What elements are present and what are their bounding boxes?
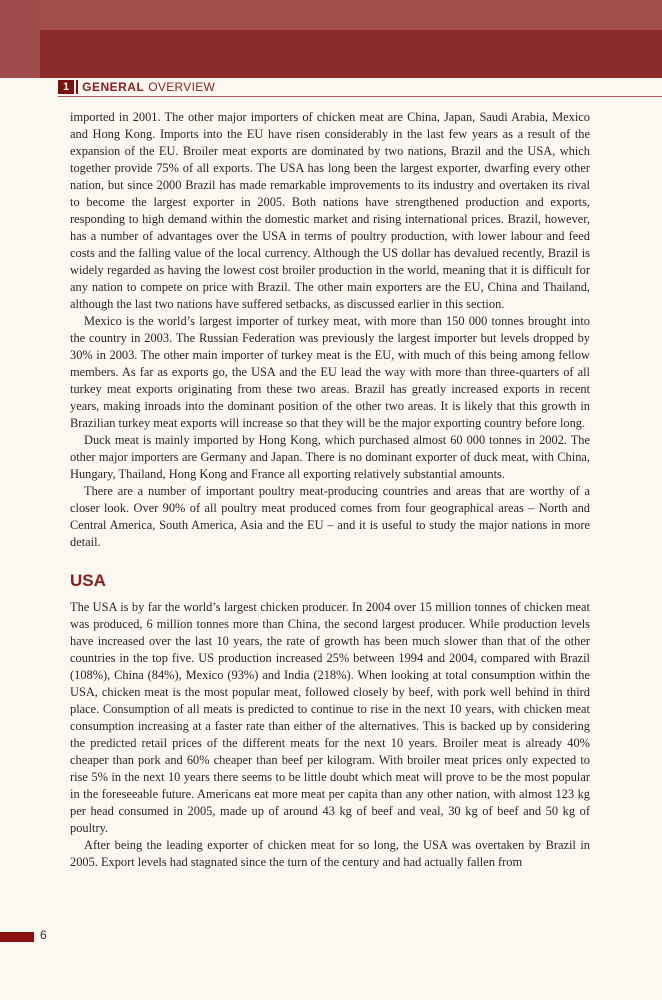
paragraph: Duck meat is mainly imported by Hong Kong, which purchased almost 60 000 tonnes in 2002. The other major importers are Germany and Japan. There is no dominant exporter of duck meat, with China, Hungary, Thailand, Hong Kong and France all exporting relatively substantial amounts. bbox=[70, 433, 590, 481]
chapter-divider bbox=[76, 80, 78, 94]
page-number: 6 bbox=[40, 928, 47, 942]
header-band-top bbox=[40, 0, 662, 30]
paragraph: The USA is by far the world’s largest chicken producer. In 2004 over 15 million tonnes of chicken meat was produced, 6 million tonnes more than China, the second largest producer. While production levels have increased over the last 10 years, the rate of growth has been much slower than that of the other countries in the top five. US production increased 25% between 1994 and 2004, compared with Brazil (108%), China (84%), Mexico (93%) and India (218%). When looking at total consumption within the USA, chicken meat is the most popular meat, followed closely by beef, with pork well behind in third place. Consumption of all meats is predicted to continue to rise in the next 10 years, with chicken meat consumption increasing at a faster rate than either of the alternatives. This is backed up by considering the predicted retail prices of the different meats for the next 10 years. Broiler meat is already 40% cheaper than pork and 60% cheaper than beef per kilogram. With broiler meat prices only expected to rise 5% in the next 10 years there seems to be little doubt which meat will prove to be the most popular in the foreseeable future. Americans eat more meat per capita than any other nation, with almost 123 kg per head consumed in 2005, made up of around 43 kg of beef and veal, 30 kg of beef and 50 kg of poultry. bbox=[70, 600, 590, 835]
paragraph: There are a number of important poultry meat-producing countries and areas that are worthy of a closer look. Over 90% of all poultry meat produced comes from four geographical areas – North and Central America, South America, Asia and the EU – and it is useful to study the major nations in more detail. bbox=[70, 484, 590, 549]
chapter-title-light: OVERVIEW bbox=[148, 80, 216, 94]
paragraph: Mexico is the world’s largest importer of turkey meat, with more than 150 000 tonnes brought into the country in 2003. The Russian Federation was previously the largest importer but levels dropped by 30% in 2003. The other main importer of turkey meat is the EU, with much of this being among fellow members. As far as exports go, the USA and the EU lead the way with more than three-quarters of all turkey meat exports originating from these two areas. Brazil has greatly increased exports in recent years, making inroads into the dominant position of the other two areas. It is likely that this growth in Brazilian turkey meat exports will increase so that they will be the major exporting country before long. bbox=[70, 314, 590, 430]
chapter-title-bold: GENERAL bbox=[82, 80, 145, 94]
chapter-number: 1 bbox=[58, 80, 74, 94]
header-rule bbox=[58, 96, 662, 97]
paragraph: imported in 2001. The other major importers of chicken meat are China, Japan, Saudi Arabia, Mexico and Hong Kong. Imports into the EU have risen considerably in the last few years as a result of the expansion of the EU. Broiler meat exports are dominated by two nations, Brazil and the USA, which together provide 75% of all exports. The USA has long been the largest exporter, dwarfing every other nation, but since 2000 Brazil has made remarkable improvements to its industry and overtaken its rival to become the largest exporter in 2005. Both nations have strengthened production and exports, responding to high demand within the domestic market and rising international prices. Brazil, however, has a number of advantages over the USA in terms of poultry production, with lower labour and feed costs and the falling value of the local currency. Although the US dollar has devalued recently, Brazil is widely regarded as having the lowest cost broiler production in the world, meaning that it is difficult for any nation to compete on price with Brazil. The other main exporters are the EU, China and Thailand, although the last two nations have suffered setbacks, as discussed earlier in this section. bbox=[70, 110, 590, 311]
page-tab bbox=[0, 932, 34, 942]
paragraph: After being the leading exporter of chicken meat for so long, the USA was overtaken by Brazil in 2005. Export levels had stagnated since the turn of the century and had actually fallen from bbox=[70, 838, 590, 869]
body-text bbox=[70, 109, 590, 871]
section-heading-usa: USA bbox=[70, 571, 106, 590]
header-band-left bbox=[0, 0, 40, 78]
running-header bbox=[58, 79, 215, 95]
